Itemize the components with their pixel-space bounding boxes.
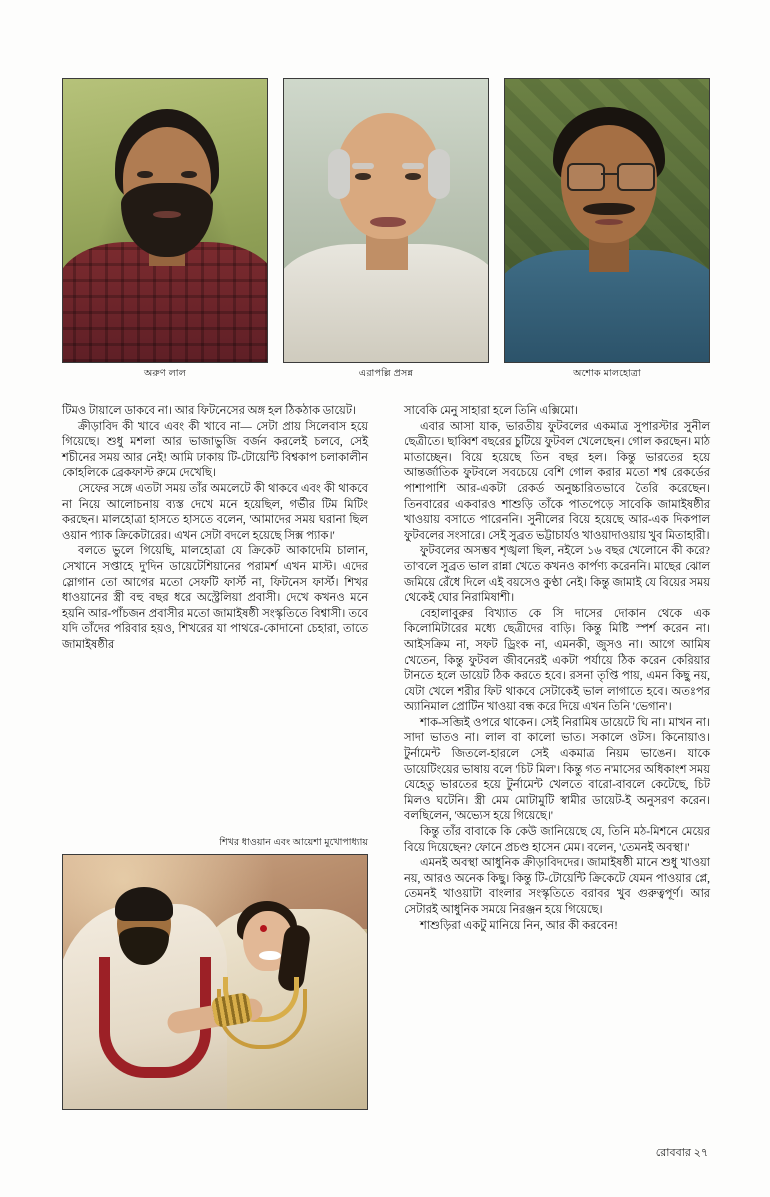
eye-right-shape	[181, 171, 197, 178]
eyeglass-left-shape	[567, 163, 605, 191]
photo-caption: শিখর ধাওয়ান এবং আয়েশা মুখোপাধ্যায়	[219, 837, 368, 848]
paragraph: সাবেকি মেনু সাহারা হলে তিনি এক্সিমো।	[404, 405, 579, 417]
eye-left-shape	[137, 171, 153, 178]
moustache-shape	[583, 203, 635, 215]
photo-block-ashok-malhotra	[504, 78, 710, 388]
paragraph: ক্রীড়াবিদ কী খাবে এবং কী খাবে না— সেটা প্রায় সিলেবাস হয়ে গিয়েছে। শুধু মশলা আর ভাজাভুজি বর্জন করলেই চলবে, সেই শচীনের সময় আর নেই! আমি ঢাকায় টি-টোয়েন্টি বিশ্বকাপ চলাকালীন কোহলিকে ব্রেকফাস্ট রুমে দেখেছি।	[62, 420, 368, 480]
hair-left-shape	[328, 149, 350, 199]
hair-right-shape	[428, 149, 450, 199]
eyebrow-right-shape	[402, 163, 424, 169]
photo-caption: অশোক মালহোত্রা	[573, 368, 641, 379]
photo-caption: এরাপল্লি প্রসন্ন	[358, 368, 414, 379]
photo-caption: অরুণ লাল	[143, 368, 186, 379]
paragraph: শাক-সব্জিই ওপরে থাকেন। সেই নিরামিষ ডায়েটে ঘি না। মাখন না। সাদা ভাতও না। লাল বা কালো ভাত। সকালে ওটস। কিনোয়াও। টুর্নামেন্ট জিতলে-হারলে সেই একমাত্র নিয়ম ভাঙেন। যাকে ডায়েটিংয়ের ভাষায় বলে 'চিট মিল'। কিন্তু গত ন'মাসের অধিকাংশ সময় যেহেতু ভারতের হয়ে টুর্নামেন্ট খেলতে বারো-বাবলে কেটেছে, চিট মিলও ঘটেনি। স্ত্রী মেম মোটামুটি স্বামীর ডায়েট-ই অনুসরণ করেন। বলছিলেন, 'অভ্যেস হয়ে গিয়েছে।'	[404, 716, 710, 823]
portrait-photo-ashok-malhotra	[504, 78, 710, 363]
mouth-shape	[595, 219, 623, 225]
bottom-photo-block	[62, 836, 368, 1110]
eyebrow-left-shape	[352, 163, 374, 169]
right-text-column	[404, 404, 710, 934]
photo-block-arun-lal	[62, 78, 268, 388]
bindi-shape	[260, 925, 267, 932]
eye-right-shape	[405, 173, 421, 180]
paragraph: কিন্তু তাঁর বাবাকে কি কেউ জানিয়েছে যে, তিনি মঠ-মিশনে মেয়ের বিয়ে দিয়েছেন? ফোনে প্রচণ্ড হাসেন মেম। বলেন, 'তেমনই অবস্থা।'	[404, 826, 710, 854]
paragraph: টিমও টায়ালে ডাকবে না। আর ফিটনেসের অঙ্গ হল ঠিকঠাক ডায়েট।	[62, 405, 357, 417]
top-photo-strip	[62, 78, 710, 388]
portrait-photo-arun-lal	[62, 78, 268, 363]
mouth-shape	[370, 217, 406, 227]
bride-smile-shape	[259, 951, 281, 960]
paragraph: ফুটবলের অসম্ভব শৃঙ্খলা ছিল, নইলে ১৬ বছর খেলোনে কী করে? তা'বলে সুব্রত ভাল রান্না খেতে কখনও কার্পণ্য করেননি। মাছের ঝোল জমিয়ে রেঁধে দিলে এই বয়সেও কুণ্ঠা নেই। কিন্তু জামাই যে বিয়ের সময় থেকেই ঘোর নিরামিষাশী।	[404, 545, 710, 605]
page-footer: রোববার ২৭	[655, 1147, 708, 1159]
paragraph: বেহালাবুরুর বিখ্যাত কে সি দাসের দোকান থেকে এক কিলোমিটারের মধ্যে ছেত্রীদের বাড়ি। কিন্তু মিষ্টি স্পর্শ করেন না। আইসক্রিম না, সফট ড্রিংক না, এমনকী, জুসও না। আগে আমিষ খেতেন, কিন্তু ফুটবল জীবনেরই একটা পর্যায়ে ঠিক করেন কেরিয়ার টানতে হলে ডায়েট ঠিক করতে হবে। রসনা তৃপ্তি পায়, এমন কিছু নয়, যেটা খেলে শরীর ফিট থাকবে সেটাকেই ভাল লাগাতে হবে। অতঃপর অ্যানিমাল প্রোটিন খাওয়া বন্ধ করে দিয়ে এখন তিনি 'ভেগান'।	[404, 607, 710, 714]
eye-left-shape	[355, 173, 371, 180]
portrait-photo-erapalli-prasanna	[283, 78, 489, 363]
paragraph: বলতে ভুলে গিয়েছি, মালহোত্রা যে ক্রিকেট আকাদেমি চালান, সেখানে সপ্তাহে দু'দিন ডায়েটেশিয়ানের পরামর্শ এখন মাস্ট। এদের স্লোগান তো আগের মতো সেফটি ফার্স্ট না, ফিটনেস ফার্স্ট। শিখর ধাওয়ানের স্ত্রী বহু বছর ধরে অস্ট্রেলিয়া প্রবাসী। দেখে কখনও মনে হয়নি আর-পাঁচজন প্রবাসীর মতো জামাইষষ্ঠী সংস্কৃতিতে বিশ্বাসী। তবে যদি তাঁদের পরিবার হয়ও, শিখরের যা পাথরে-কোদানো চেহারা, তাতে জামাইষষ্ঠীর	[62, 545, 368, 651]
mouth-shape	[153, 211, 181, 218]
eyeglass-right-shape	[617, 163, 655, 191]
wedding-photo	[62, 854, 368, 1110]
paragraph: সেফের সঙ্গে এতটা সময় তাঁর অমলেটে কী থাকবে এবং কী থাকবে না নিয়ে আলোচনায় ব্যস্ত দেখে মনে হয়েছিল, গর্ভীর টিম মিটিং করছেন। মালহোত্রা হাসতে হাসতে বলেন, 'আমাদের সময় ঘরানা ছিল ওয়ান প্যাক ক্রিকেটারের। এখন সেটা বদলে হয়েছে সিক্স প্যাক।'	[62, 482, 368, 542]
groom-hair-shape	[115, 887, 173, 921]
paragraph: শাশুড়িরা একটু মানিয়ে নিন, আর কী করবেন!	[420, 919, 618, 932]
photo-block-erapalli-prasanna	[283, 78, 489, 388]
paragraph: এবার আসা যাক, ভারতীয় ফুটবলের একমাত্র সুপারস্টার সুনীল ছেত্রীতে। ছাব্বিশ বছরের চুটিয়ে ফুটবল খেলেছেন। গোল করছেন। মাঠ মাতাচ্ছেন। বিয়ে হয়েছে তিন বছর হল। কিন্তু ভারতের হয়ে আন্তর্জাতিক ফুটবলে সবচেয়ে বেশি গোল করার মতো শশ্ব রেকর্ডের পাশাপাশি আর-একটা রেকর্ড অনুচ্চারিতভাবে তৈরি করেছেন। তিনবারের একবারও শাশুড়ি তাঁকে পাতপেড়ে সাবেকি জামাইষষ্ঠীর খাওয়ায় বসাতে পারেননি। সুনীলের বিয়ে হয়েছে আর-এক দিকপাল ফুটবলের সংসারে। সেই সুব্রত ভট্টাচার্যও খাওয়াদাওয়ায় খুব মিতাহারী।	[404, 420, 710, 542]
paragraph: এমনই অবস্থা আধুনিক ক্রীড়াবিদদের। জামাইষষ্ঠী মানে শুধু খাওয়া নয়, আরও অনেক কিছু। কিন্তু টি-টোয়েন্টি ক্রিকেটে যেমন পাওয়ার প্লে, তেমনই খাওয়াটা বাংলার সংস্কৃতিতে বরাবর খুব গুরুত্বপূর্ণ। আর সেটারই আধুনিক সময়ে নিরঞ্জন হয়ে গিয়েছে।	[404, 857, 710, 916]
eyeglass-bridge-shape	[601, 173, 617, 175]
left-text-column	[62, 404, 368, 654]
